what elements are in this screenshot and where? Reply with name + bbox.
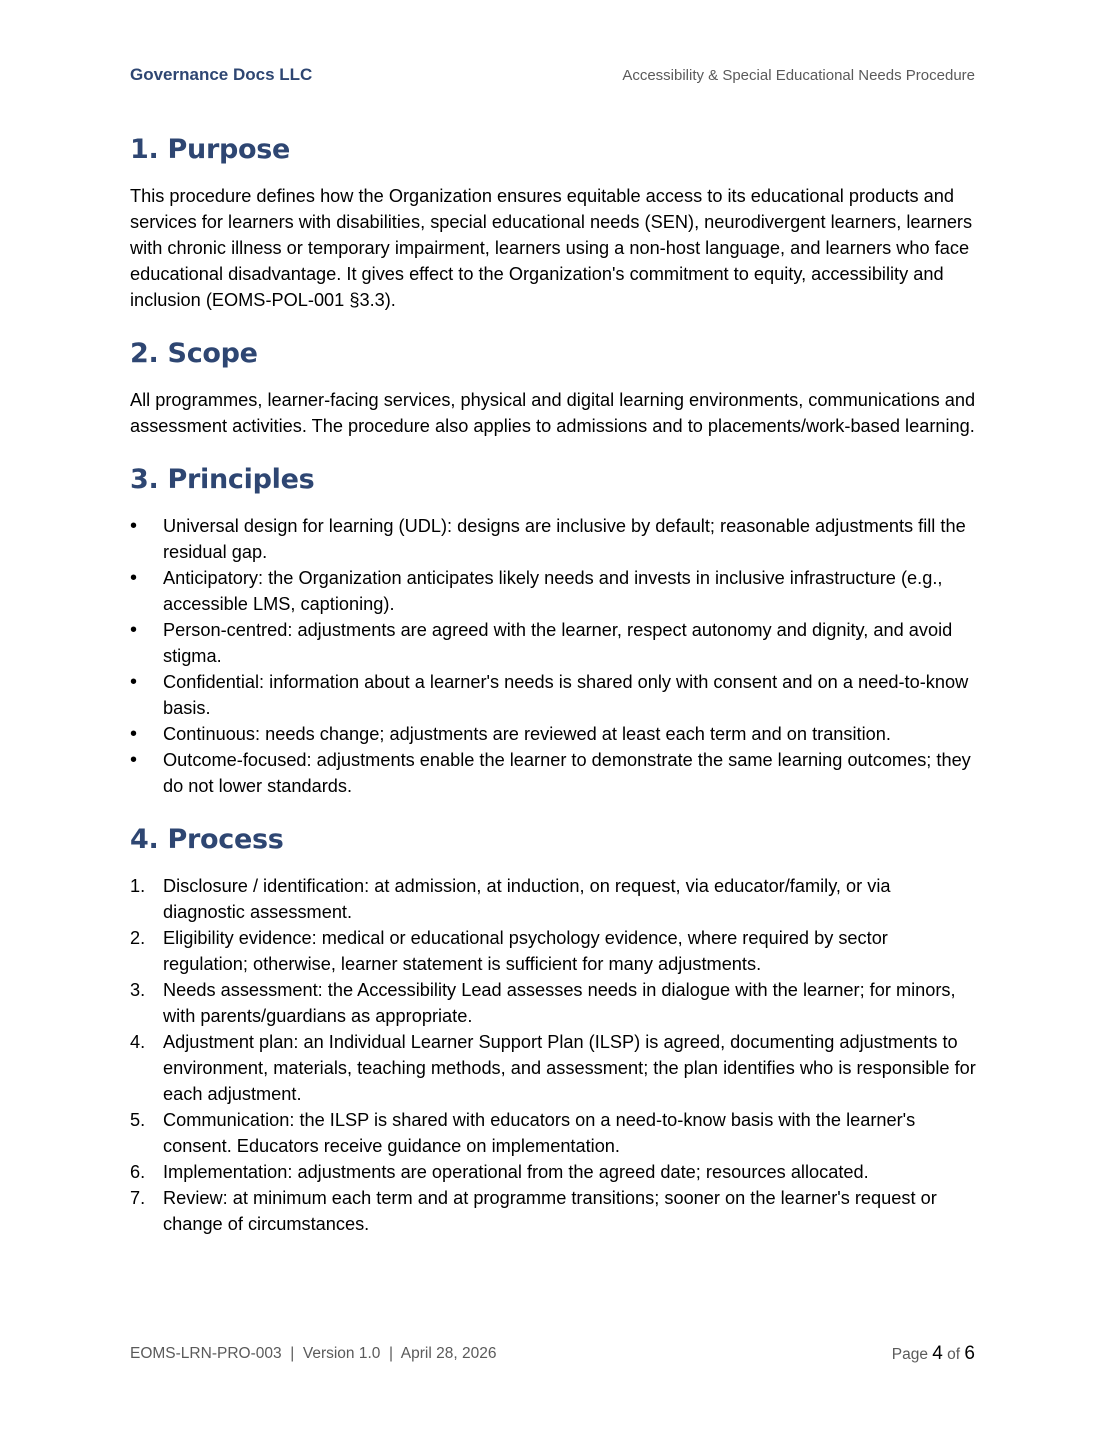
list-item	[130, 977, 976, 1029]
purpose-body: This procedure defines how the Organization ensures equitable access to its educational products and services for learners with disabilities, special educational needs (SEN), neurodivergent learners, learners with chronic illness or temporary impairment, learners using a non-host language, and learners who face educational disadvantage. It gives effect to the Organization's commitment to equity, accessibility and inclusion (EOMS-POL-001 §3.3).	[130, 186, 973, 310]
scope-body: All programmes, learner-facing services, physical and digital learning environments, communications and assessment activities. The procedure also applies to admissions and to placements/work-based learning.	[130, 390, 976, 436]
list-number: 2.	[130, 928, 146, 948]
page-current: 4	[932, 1343, 943, 1364]
section-process	[130, 823, 976, 1237]
list-item	[130, 1185, 976, 1237]
principles-list	[130, 513, 976, 799]
process-list	[130, 873, 976, 1237]
page-word: Page	[891, 1346, 928, 1363]
list-text: Eligibility evidence: medical or educational psychology evidence, where required by sector regulation; otherwise, learner statement is sufficient for many adjustments.	[163, 928, 888, 974]
list-item: • Person-centred: adjustments are agreed with the learner, respect autonomy and dignity, and avoid stigma.	[130, 617, 976, 669]
list-number: 4.	[130, 1032, 146, 1052]
footer-page-number	[892, 1343, 975, 1365]
list-item: • Confidential: information about a learner's needs is shared only with consent and on a need-to-know basis.	[130, 669, 976, 721]
list-text: Needs assessment: the Accessibility Lead assesses needs in dialogue with the learner; for minors, with parents/guardians as appropriate.	[163, 980, 956, 1026]
list-text: Adjustment plan: an Individual Learner Support Plan (ILSP) is agreed, documenting adjustments to environment, materials, teaching methods, and assessment; the plan identifies who is responsible for each adjustment.	[163, 1032, 976, 1104]
section-purpose	[130, 133, 976, 313]
list-item	[130, 1029, 976, 1107]
of-word: of	[947, 1346, 961, 1363]
header-doc-title: Accessibility & Special Educational Needs Procedure	[622, 67, 975, 84]
header-company: Governance Docs LLC	[130, 65, 313, 84]
list-text: Implementation: adjustments are operational from the agreed date; resources allocated.	[163, 1162, 869, 1182]
principles-heading: 3. Principles	[130, 464, 315, 495]
section-principles	[130, 463, 976, 799]
list-text: Review: at minimum each term and at programme transitions; sooner on the learner's request or change of circumstances.	[163, 1188, 937, 1234]
list-item: • Anticipatory: the Organization anticipates likely needs and invests in inclusive infrastructure (e.g., accessible LMS, captioning).	[130, 565, 976, 617]
document-body	[130, 133, 976, 1261]
list-number: 6.	[130, 1162, 146, 1182]
footer-doc-ref: EOMS-LRN-PRO-003 | Version 1.0 | April 28, 2026	[130, 1345, 497, 1362]
purpose-heading: 1. Purpose	[130, 134, 291, 165]
section-scope	[130, 337, 976, 439]
list-item	[130, 873, 976, 925]
list-text: Disclosure / identification: at admission, at induction, on request, via educator/family, or via diagnostic assessment.	[163, 876, 891, 922]
list-item	[130, 1159, 976, 1185]
list-item: • Outcome-focused: adjustments enable the learner to demonstrate the same learning outcomes; they do not lower standards.	[130, 747, 976, 799]
list-item: • Continuous: needs change; adjustments are reviewed at least each term and on transition.	[130, 721, 976, 747]
scope-heading: 2. Scope	[130, 338, 258, 369]
list-number: 3.	[130, 980, 146, 1000]
list-number: 1.	[130, 876, 146, 896]
list-item	[130, 925, 976, 977]
list-item	[130, 1107, 976, 1159]
list-number: 7.	[130, 1188, 146, 1208]
list-item: • Universal design for learning (UDL): designs are inclusive by default; reasonable adjustments fill the residual gap.	[130, 513, 976, 565]
list-number: 5.	[130, 1110, 146, 1130]
process-heading: 4. Process	[130, 824, 284, 855]
list-text: Communication: the ILSP is shared with educators on a need-to-know basis with the learner's consent. Educators receive guidance on implementation.	[163, 1110, 916, 1156]
page-total: 6	[964, 1343, 975, 1364]
